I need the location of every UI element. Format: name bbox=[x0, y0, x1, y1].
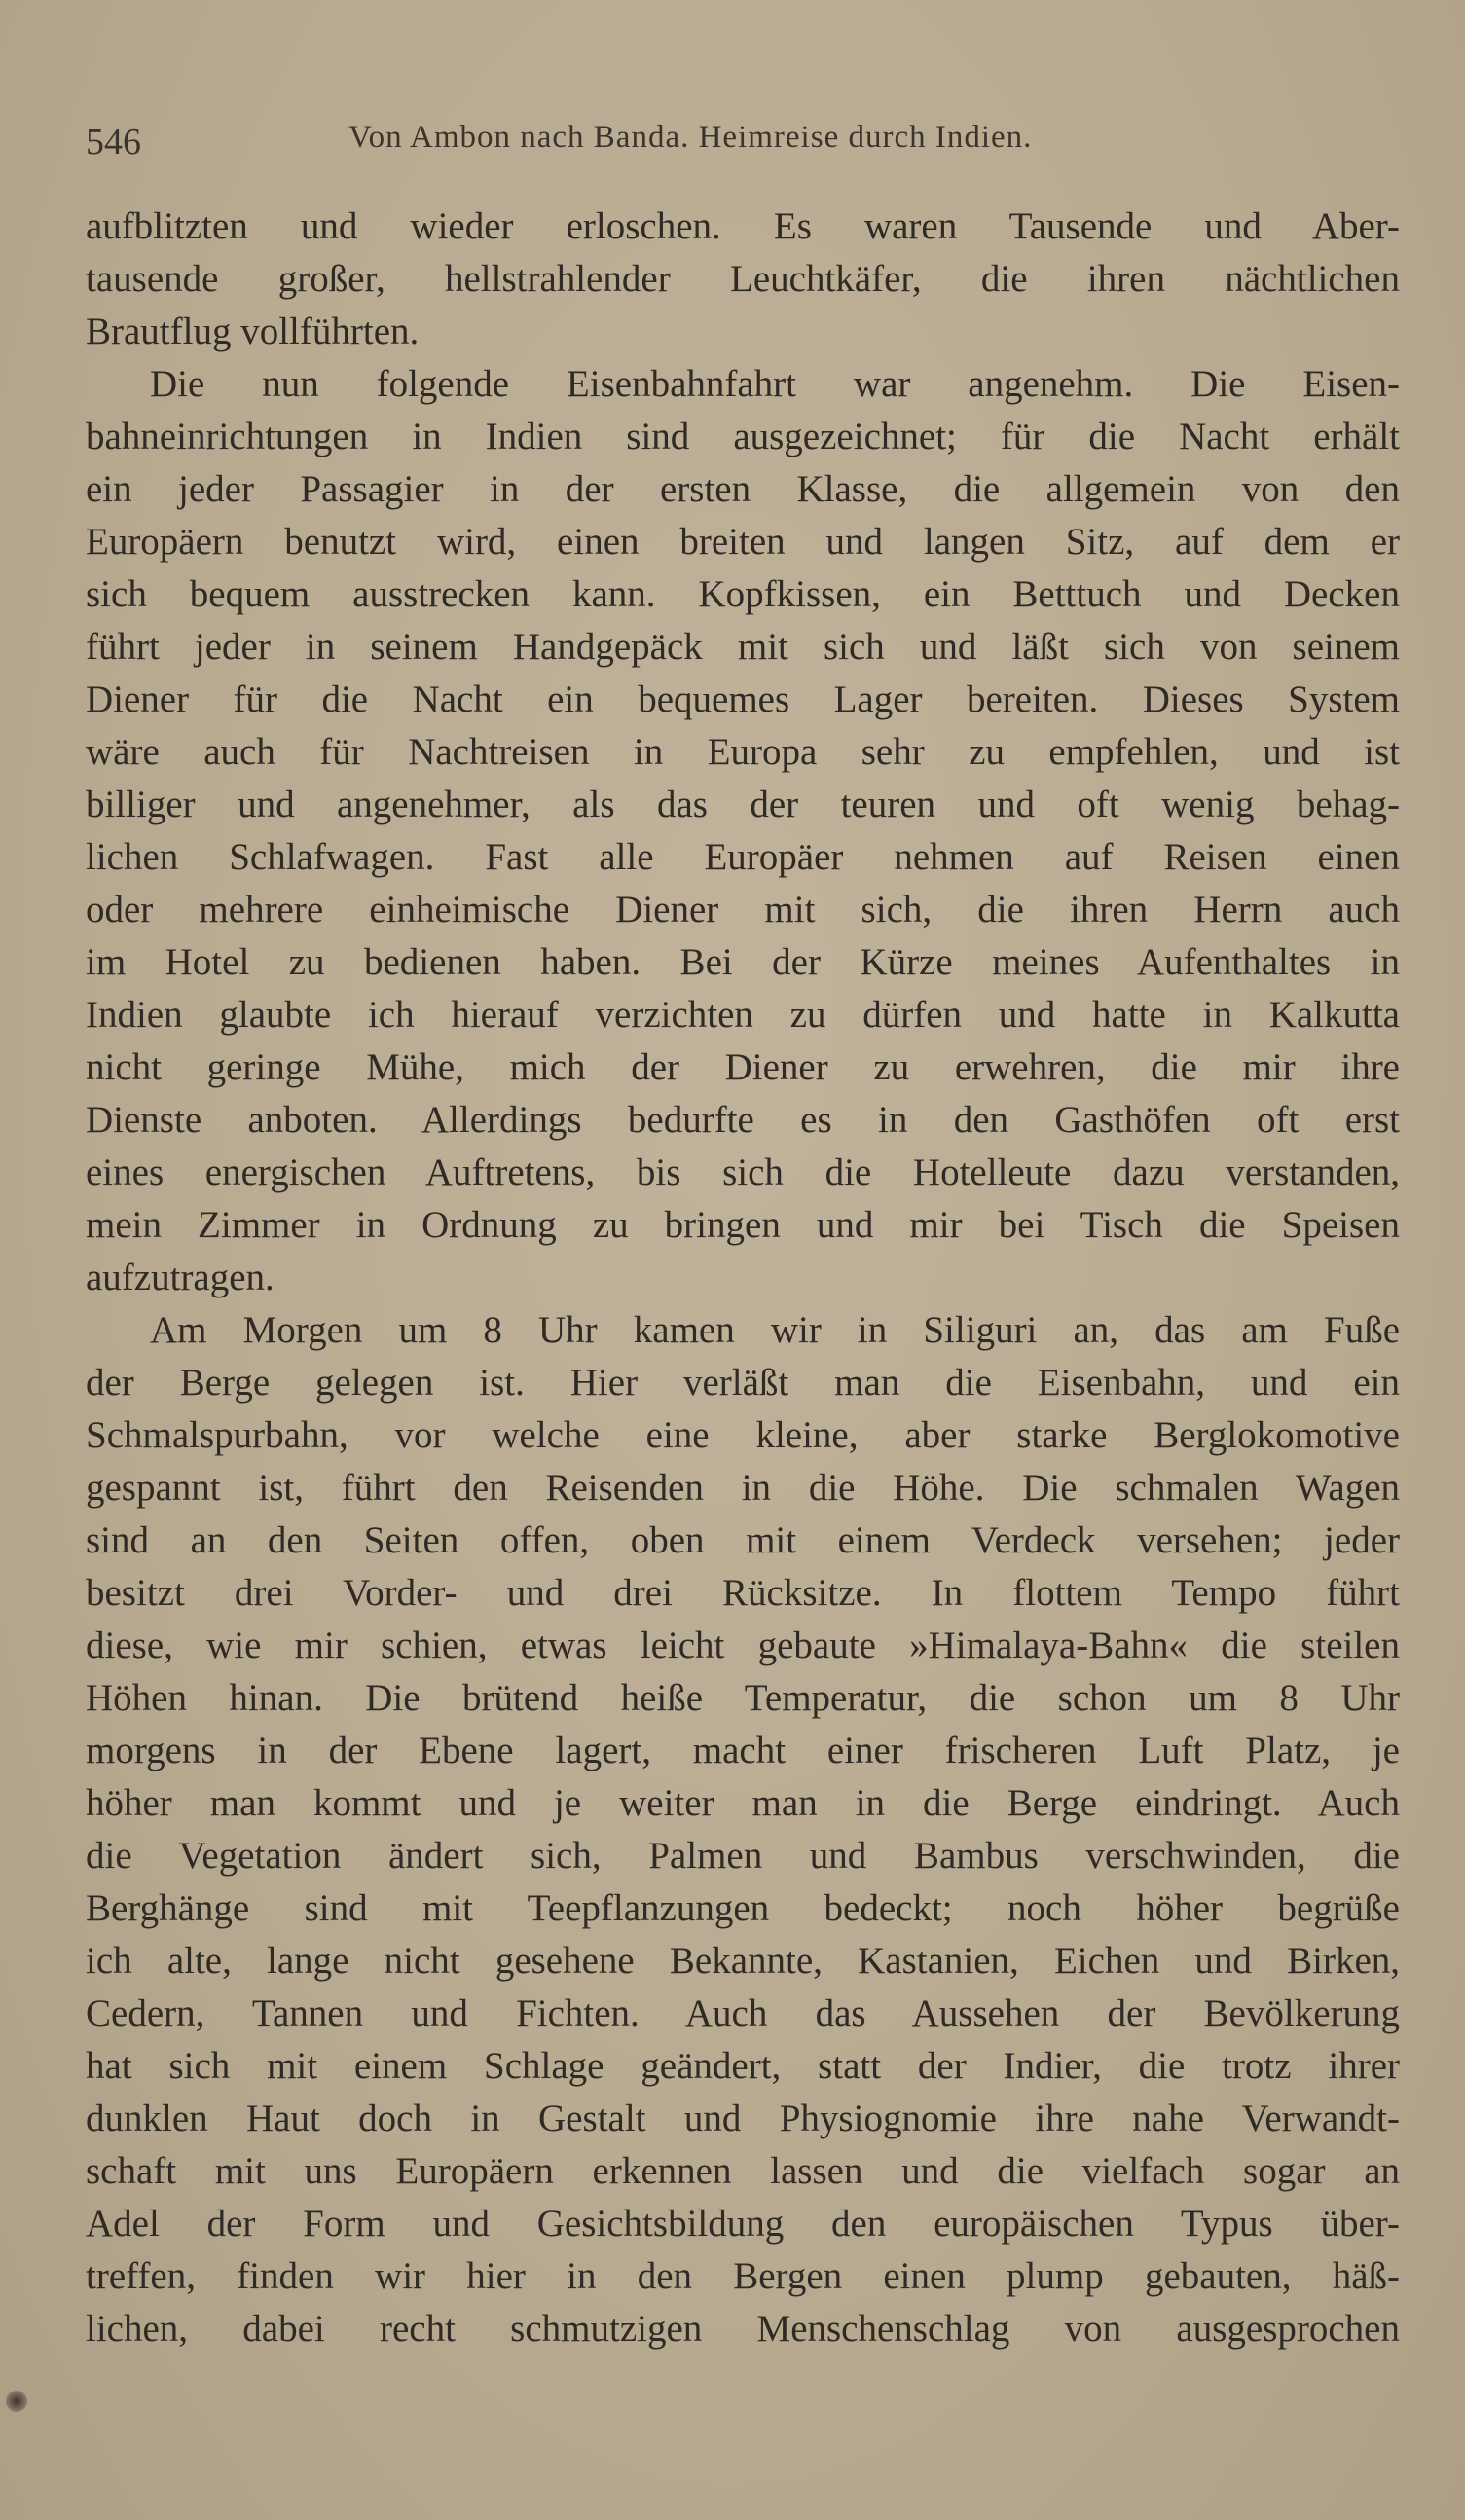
text-line: billiger und angenehmer, als das der teuren und oft wenig behag- bbox=[86, 784, 1400, 825]
text-line: wäre auch für Nachtreisen in Europa sehr zu empfehlen, und ist bbox=[86, 731, 1400, 773]
body-text bbox=[86, 201, 1400, 2356]
text-line: führt jeder in seinem Handgepäck mit sich und läßt sich von seinem bbox=[86, 626, 1400, 668]
text-line: oder mehrere einheimische Diener mit sich, die ihren Herrn auch bbox=[86, 889, 1400, 931]
text-line: lichen Schlafwagen. Fast alle Europäer nehmen auf Reisen einen bbox=[86, 836, 1400, 878]
text-line: tausende großer, hellstrahlender Leuchtkäfer, die ihren nächtlichen bbox=[86, 258, 1400, 300]
text-line: Dienste anboten. Allerdings bedurfte es in den Gasthöfen oft erst bbox=[86, 1099, 1400, 1141]
text-line: der Berge gelegen ist. Hier verläßt man die Eisenbahn, und ein bbox=[86, 1362, 1400, 1404]
text-line: morgens in der Ebene lagert, macht einer frischeren Luft Platz, je bbox=[86, 1730, 1400, 1771]
text-line: Cedern, Tannen und Fichten. Auch das Aussehen der Bevölkerung bbox=[86, 1992, 1400, 2034]
page-header bbox=[86, 115, 1379, 164]
text-line: im Hotel zu bedienen haben. Bei der Kürze meines Aufenthaltes in bbox=[86, 941, 1400, 983]
text-line: Am Morgen um 8 Uhr kamen wir in Siliguri an, das am Fuße bbox=[150, 1309, 1400, 1351]
text-line: die Vegetation ändert sich, Palmen und Bambus verschwinden, die bbox=[86, 1835, 1400, 1877]
text-line: gespannt ist, führt den Reisenden in die Höhe. Die schmalen Wagen bbox=[86, 1467, 1400, 1509]
text-line: Die nun folgende Eisenbahnfahrt war angenehm. Die Eisen- bbox=[150, 363, 1400, 405]
ink-smudge bbox=[6, 2391, 27, 2412]
page-number: 546 bbox=[86, 122, 141, 163]
text-line: sind an den Seiten offen, oben mit einem Verdeck versehen; jeder bbox=[86, 1519, 1400, 1561]
running-title: Von Ambon nach Banda. Heimreise durch Indien. bbox=[348, 120, 1033, 155]
text-line: lichen, dabei recht schmutzigen Menschenschlag von ausgesprochen bbox=[86, 2308, 1400, 2350]
text-line: aufzutragen. bbox=[86, 1257, 275, 1298]
text-line: Höhen hinan. Die brütend heiße Temperatur, die schon um 8 Uhr bbox=[86, 1677, 1400, 1719]
text-line: Europäern benutzt wird, einen breiten und langen Sitz, auf dem er bbox=[86, 521, 1400, 563]
text-line: Brautflug vollführten. bbox=[86, 310, 420, 352]
text-line: Berghänge sind mit Teepflanzungen bedeckt; noch höher begrüße bbox=[86, 1887, 1400, 1929]
text-line: eines energischen Auftretens, bis sich die Hotelleute dazu verstanden, bbox=[86, 1151, 1400, 1193]
text-line: mein Zimmer in Ordnung zu bringen und mir bei Tisch die Speisen bbox=[86, 1204, 1400, 1246]
text-line: bahneinrichtungen in Indien sind ausgezeichnet; für die Nacht erhält bbox=[86, 416, 1400, 457]
text-line: schaft mit uns Europäern erkennen lassen und die vielfach sogar an bbox=[86, 2150, 1400, 2192]
text-line: diese, wie mir schien, etwas leicht gebaute »Himalaya-Bahn« die steilen bbox=[86, 1625, 1400, 1666]
text-line: ein jeder Passagier in der ersten Klasse, die allgemein von den bbox=[86, 468, 1400, 510]
text-line: Adel der Form und Gesichtsbildung den europäischen Typus über- bbox=[86, 2203, 1400, 2245]
text-line: Schmalspurbahn, vor welche eine kleine, aber starke Berglokomotive bbox=[86, 1414, 1400, 1456]
text-line: Diener für die Nacht ein bequemes Lager bereiten. Dieses System bbox=[86, 678, 1400, 720]
text-line: höher man kommt und je weiter man in die Berge eindringt. Auch bbox=[86, 1782, 1400, 1824]
text-line: sich bequem ausstrecken kann. Kopfkissen, ein Betttuch und Decken bbox=[86, 573, 1400, 615]
text-line: dunklen Haut doch in Gestalt und Physiognomie ihre nahe Verwandt- bbox=[86, 2098, 1400, 2139]
text-line: besitzt drei Vorder- und drei Rücksitze. In flottem Tempo führt bbox=[86, 1572, 1400, 1614]
text-line: nicht geringe Mühe, mich der Diener zu erwehren, die mir ihre bbox=[86, 1046, 1400, 1088]
text-line: aufblitzten und wieder erloschen. Es waren Tausende und Aber- bbox=[86, 205, 1400, 247]
text-line: Indien glaubte ich hierauf verzichten zu dürfen und hatte in Kalkutta bbox=[86, 994, 1400, 1036]
text-line: hat sich mit einem Schlage geändert, statt der Indier, die trotz ihrer bbox=[86, 2045, 1400, 2087]
text-line: treffen, finden wir hier in den Bergen einen plump gebauten, häß- bbox=[86, 2255, 1400, 2297]
text-line: ich alte, lange nicht gesehene Bekannte, Kastanien, Eichen und Birken, bbox=[86, 1940, 1400, 1982]
